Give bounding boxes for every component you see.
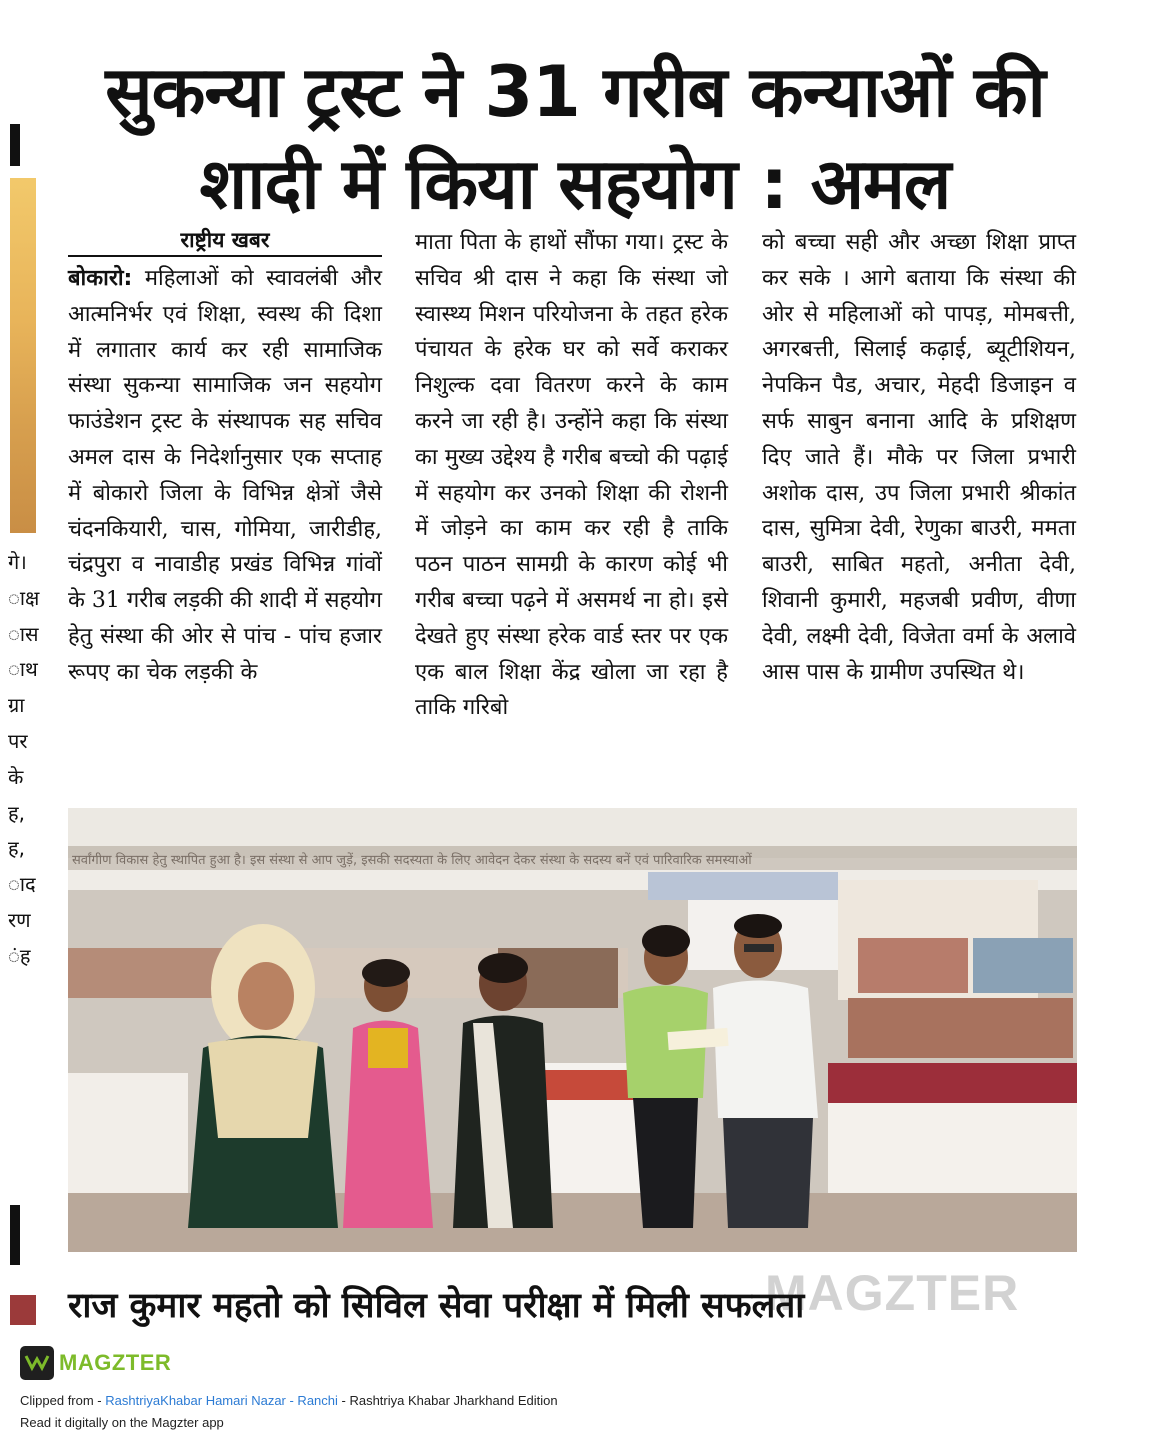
read-digitally-line: Read it digitally on the Magzter app <box>20 1415 224 1430</box>
magzter-logo-text: MAGZTER <box>59 1350 172 1375</box>
adjacent-column-rule-bottom <box>10 1205 20 1265</box>
byline: राष्ट्रीय खबर <box>68 225 382 257</box>
adjacent-column-rule-top <box>10 124 20 166</box>
magzter-logo-icon <box>20 1346 54 1380</box>
adjacent-photo-fragment <box>10 178 36 533</box>
source-link[interactable]: RashtriyaKhabar Hamari Nazar - Ranchi <box>105 1393 338 1408</box>
source-suffix: - Rashtriya Khabar Jharkhand Edition <box>337 1393 558 1408</box>
magzter-watermark: MAGZTER <box>765 1265 1020 1321</box>
article-photo <box>68 808 1077 1252</box>
magzter-logo[interactable] <box>20 1346 171 1380</box>
column-1-text: महिलाओं को स्वावलंबी और आत्मनिर्भर एवं शिक्षा, स्वस्थ की दिशा में लगातार कार्य कर रही सामाजिक संस्था सुकन्या सामाजिक जन सहयोग फाउंडेशन ट्रस्ट के संस्थापक सह सचिव अमल दास के निदेर्शानुसार एक सप्ताह में बोकारो जिला के विभिन्न क्षेत्रों जैसे चंदनकियारी, चास, गोमिया, जारीडीह, चंद्रपुरा व नावाडीह प्रखंड विभिन्न गांवों के 31 गरीब लड़की की शादी में सहयोग हेतु संस्था की ओर से पांच - पांच हजार रूपए का चेक लड़की के <box>68 266 383 685</box>
next-article-headline: राज कुमार महतो को सिविल सेवा परीक्षा में मिली सफलता <box>68 1286 805 1326</box>
adjacent-photo-fragment-bottom <box>10 1295 36 1325</box>
clipped-prefix: Clipped from - <box>20 1393 106 1408</box>
clipped-from-line <box>20 1393 558 1408</box>
column-2-text: माता पिता के हाथों सौंफा गया। ट्रस्ट के सचिव श्री दास ने कहा कि संस्था जो स्वास्थ्य मिशन परियोजना के तहत हरेक पंचायत के हरेक घर को सर्वे कराकर निशुल्क दवा वितरण करने के काम करने जा रही है। उन्होंने कहा कि संस्था का मुख्य उद्देश्य है गरीब बच्चो की पढ़ाई में सहयोग कर उनको शिक्षा की रोशनी में जोड़ने का काम कर रही है ताकि पठन पाठन सामग्री के कारण कोई भी गरीब बच्चा पढ़ने में असमर्थ ना हो। इसे देखते हुए संस्था हरेक वार्ड स्तर पर एक एक बाल शिक्षा केंद्र खोला जा रहा है ताकि गरिबो <box>415 230 728 721</box>
dateline: बोकारो: <box>68 266 133 291</box>
article-column-2 <box>415 225 728 726</box>
column-3-text: को बच्चा सही और अच्छा शिक्षा प्राप्त कर सके । आगे बताया कि संस्था की ओर से महिलाओं को पापड़, मोमबत्ती, अगरबत्ती, सिलाई कढ़ाई, ब्यूटीशियन, नेपकिन पैड, अचार, मेहदी डिजाइन व सर्फ साबुन बनाना आदि के प्रशिक्षण दिए जाते हैं। मौके पर जिला प्रभारी अशोक दास, उप जिला प्रभारी श्रीकांत दास, सुमित्रा देवी, रेणुका बाउरी, ममता बाउरी, साबित महतो, अनीता देवी, शिवानी कुमारी, महजबी प्रवीण, वीणा देवी, लक्ष्मी देवी, विजेता वर्मा के अलावे आस पास के ग्रामीण उपस्थित थे। <box>762 230 1076 685</box>
photo-illustration <box>68 808 1077 1252</box>
adjacent-article-fragment: गे। ाक्ष ास ाथ ग्रा पर के ह, ह, ाद रण ंह <box>8 550 40 968</box>
logo-mark-icon <box>24 1353 50 1373</box>
article-column-3 <box>762 225 1076 690</box>
article-column-1 <box>68 225 382 691</box>
article-headline: सुकन्या ट्रस्ट ने 31 गरीब कन्याओं की शादी में किया सहयोग : अमल <box>105 51 1045 225</box>
photo-banner-text: सर्वांगीण विकास हेतु स्थापित हुआ है। इस संस्था से आप जुड़ें, इसकी सदस्यता के लिए आवेदन देकर संस्था के सदस्य बनें एवं पारिवारिक समस्याओं <box>72 853 752 868</box>
